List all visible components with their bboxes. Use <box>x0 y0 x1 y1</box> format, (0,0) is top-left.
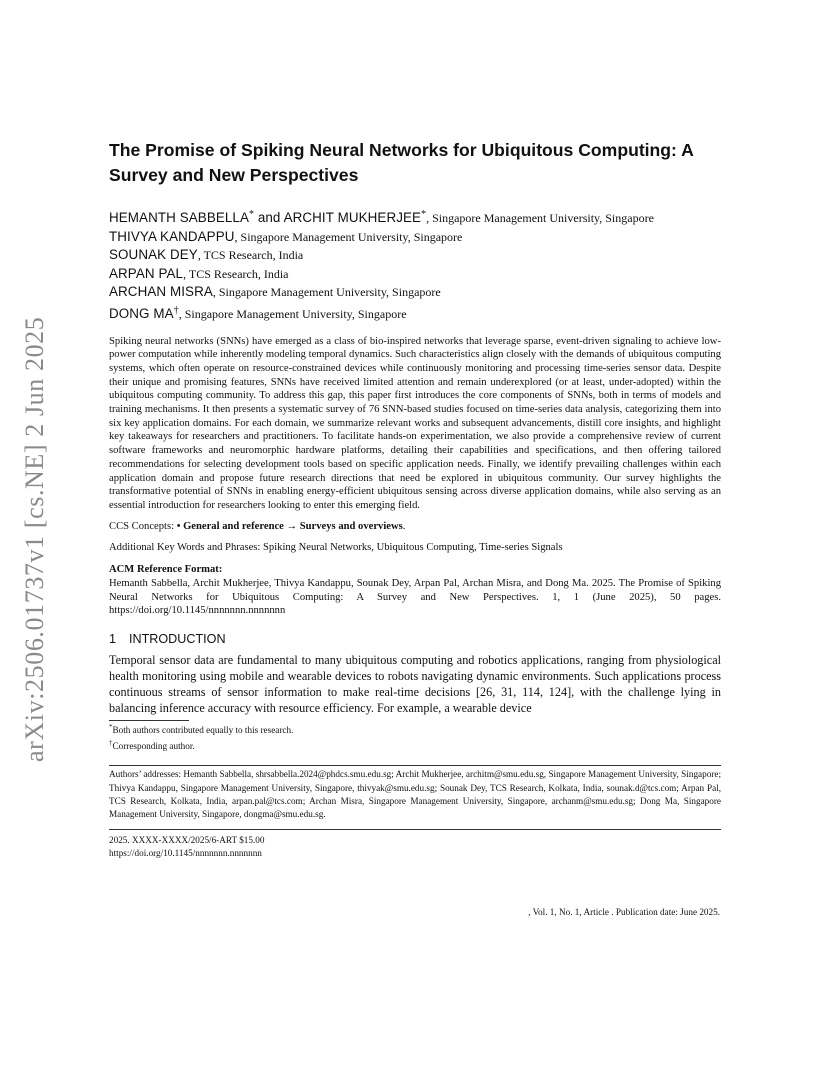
author-line-4 <box>109 265 721 284</box>
ccs-bullet: • <box>176 520 184 532</box>
introduction-paragraph: Temporal sensor data are fundamental to many ubiquitous computing and robotics applications, ranging from physiological health monitoring using mobile and wearable devices to robots navigating dynamic environments. Such applications process continuous streams of sensor information to make real-time decisions [26, 31, 114, 124], with the challenge lying in balancing inference accuracy with resource efficiency. For example, a wearable device <box>109 652 721 716</box>
author-name: ARPAN PAL <box>109 265 184 281</box>
publication-info-divider <box>109 829 721 830</box>
author-affiliation: , Singapore Management University, Singapore <box>178 306 407 321</box>
author-line-1 <box>109 206 721 228</box>
author-list <box>109 206 721 324</box>
ccs-arrow: → <box>283 520 300 532</box>
section-number: 1 <box>109 631 117 646</box>
authors-addresses: Authors’ addresses: Hemanth Sabbella, shrsabbella.2024@phdcs.smu.edu.sg; Archit Mukherjee, architm@smu.edu.sg, Singapore Management University, Singapore; Thivya Kandappu, Singapore Management University, Singapore, thivyak@smu.edu.sg; Sounak Dey, TCS Research, Kolkata, India, sounak.d@tcs.com; Arpan Pal, TCS Research, Kolkata, India, arpan.pal@tcs.com; Archan Misra, Singapore Management University, Singapore, archanm@smu.edu.sg; Dong Ma, Singapore Management University, Singapore, dongma@smu.edu.sg. <box>109 769 721 820</box>
running-footer: , Vol. 1, No. 1, Article . Publication date: June 2025. <box>528 907 720 917</box>
addresses-divider <box>109 765 721 766</box>
author-joiner: and <box>254 210 284 225</box>
paper-content <box>109 138 721 859</box>
footnote-text: Both authors contributed equally to this research. <box>112 725 294 736</box>
ccs-label: CCS Concepts: <box>109 520 177 532</box>
footnote-equal-contribution <box>109 721 721 737</box>
author-affiliation: , TCS Research, India <box>183 266 289 281</box>
abstract: Spiking neural networks (SNNs) have emerged as a class of bio-inspired networks that leverage sparse, event-driven signaling to achieve low-power computation while inherently modeling temporal dynamics. Such characteristics align closely with the demands of ubiquitous computing systems, which often operate on resource-constrained devices while continuously monitoring and processing time-series sensor data. Despite their unique and promising features, SNNs have received limited attention and remain underexplored (or at least, under-adopted) within the ubiquitous computing community. To address this gap, this paper first introduces the core components of SNNs, both in terms of models and training mechanisms. It then presents a systematic survey of 76 SNN-based studies focused on time-series data analysis, categorizing them into six key application domains. For each domain, we summarize relevant works and subsequent advancements, distill core insights, and highlight key takeaways for researchers and practitioners. To facilitate hands-on experimentation, we also provide a comprehensive review of current software frameworks and neuromorphic hardware platforms, detailing their capabilities and specifications, and then offering tailored recommendations for selecting development tools based on specific application needs. Finally, we identify prevailing challenges within each application domain and propose future research directions that need be explored in ubiquitous community. Our survey highlights the transformative potential of SNNs in enabling energy-efficient ubiquitous sensing across diverse application domains, while also serving as an essential introduction for researchers looking to enter this emerging field. <box>109 335 721 511</box>
footnote-corresponding-author <box>109 737 721 753</box>
footnote-mark: * <box>109 723 113 732</box>
author-affiliation: , Singapore Management University, Singapore <box>212 285 441 300</box>
section-title: INTRODUCTION <box>129 631 226 646</box>
acm-reference: Hemanth Sabbella, Archit Mukherjee, Thivya Kandappu, Sounak Dey, Arpan Pal, Archan Misra, and Dong Ma. 2025. The Promise of Spiking Neural Networks for Ubiquitous Computing: A Survey and New Perspectives. 1, 1 (June 2025), 50 pages. https://doi.org/10.1145/nnnnnnn.nnnnnnn <box>109 577 721 617</box>
paper-title: The Promise of Spiking Neural Networks for Ubiquitous Computing: A Survey and New Perspectives <box>109 140 694 185</box>
author-line-5 <box>109 283 721 302</box>
author-affiliation: , Singapore Management University, Singapore <box>426 211 654 225</box>
author-affiliation: , TCS Research, India <box>197 248 304 263</box>
author-line-2 <box>109 228 721 247</box>
keywords: Additional Key Words and Phrases: Spiking Neural Networks, Ubiquitous Computing, Time-series Signals <box>109 542 563 554</box>
author-name: DONG MA <box>109 305 174 321</box>
author-name: ARCHIT MUKHERJEE <box>283 210 422 225</box>
publication-doi-line: https://doi.org/10.1145/nnnnnnn.nnnnnnn <box>109 847 262 858</box>
publication-price-line: 2025. XXXX-XXXX/2025/6-ART $15.00 <box>109 835 265 846</box>
author-name: THIVYA KANDAPPU <box>109 228 235 244</box>
author-mark: * <box>421 209 427 220</box>
author-name: SOUNAK DEY <box>109 247 198 263</box>
author-mark: * <box>249 209 255 220</box>
acm-reference-heading: ACM Reference Format: <box>109 564 223 576</box>
footnote-text: Corresponding author. <box>112 741 195 752</box>
author-line-6 <box>109 302 721 324</box>
ccs-end: . <box>402 520 406 532</box>
author-line-3 <box>109 246 721 265</box>
publication-info <box>109 834 721 859</box>
author-affiliation: , Singapore Management University, Singapore <box>234 229 463 244</box>
footnote-mark: † <box>109 739 113 748</box>
ccs-concepts <box>109 520 721 534</box>
ccs-subconcept: Surveys and overviews <box>299 520 403 532</box>
arxiv-identifier-stamp: arXiv:2506.01737v1 [cs.NE] 2 Jun 2025 <box>20 316 49 762</box>
author-mark: † <box>173 304 179 316</box>
ccs-concept: General and reference <box>183 520 284 532</box>
author-name: HEMANTH SABBELLA <box>109 210 250 225</box>
section-heading <box>109 631 721 647</box>
author-name: ARCHAN MISRA <box>109 284 213 300</box>
